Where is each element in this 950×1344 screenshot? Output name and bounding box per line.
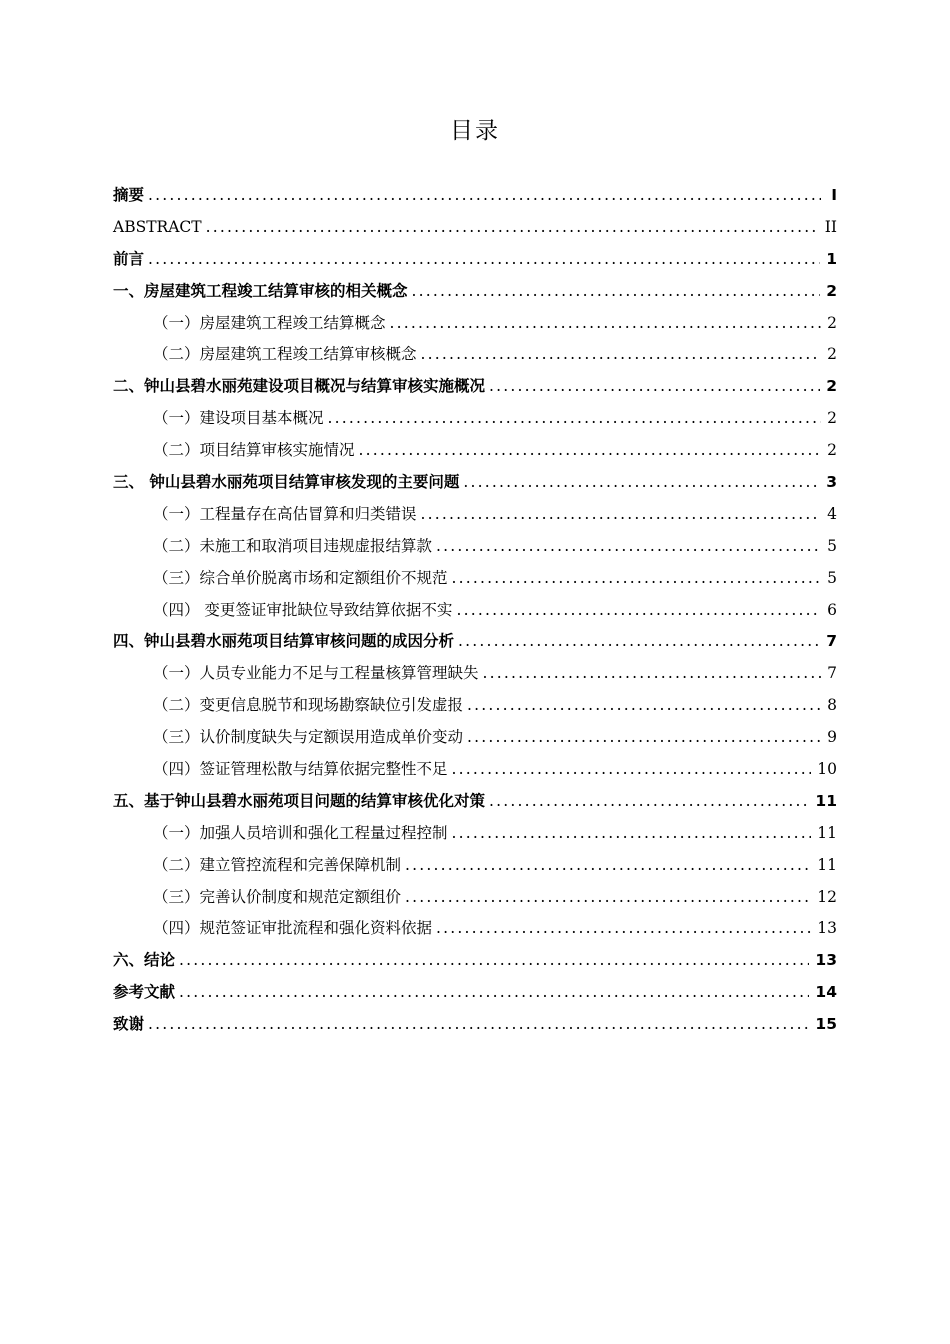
toc-leader-dots [452, 563, 821, 595]
toc-entry-page-number: 2 [827, 345, 837, 364]
toc-entry-page-number: 7 [827, 664, 837, 683]
toc-entry-page-number: 4 [827, 504, 837, 523]
toc-leader-dots [148, 244, 820, 276]
toc-entry[interactable] [113, 626, 837, 658]
toc-entry-page-number: 5 [827, 568, 837, 587]
toc-leader-dots [436, 913, 811, 945]
toc-entry[interactable] [113, 754, 837, 786]
toc-entry-label: 摘要 [113, 186, 145, 204]
toc-entry[interactable] [113, 882, 837, 914]
toc-entry-label: ABSTRACT [113, 217, 202, 236]
toc-entry-label: （四） 变更签证审批缺位导致结算依据不实 [153, 600, 453, 619]
toc-entry-page-number: 10 [817, 760, 837, 779]
toc-entry-page-number: 2 [827, 409, 837, 428]
toc-leader-dots [405, 850, 811, 882]
toc-leader-dots [179, 945, 809, 977]
toc-entry-page-number: 6 [827, 600, 837, 619]
toc-entry[interactable] [113, 499, 837, 531]
toc-leader-dots [452, 818, 812, 850]
toc-leader-dots [458, 626, 820, 658]
toc-leader-dots [421, 339, 821, 371]
toc-entry-label: 参考文献 [113, 983, 176, 1002]
toc-entry-page-number: 7 [826, 632, 837, 651]
toc-leader-dots [359, 435, 821, 467]
toc-entry[interactable] [113, 212, 837, 244]
toc-entry-page-number: 13 [817, 919, 837, 938]
toc-entry[interactable] [113, 1009, 837, 1041]
toc-entry-label: （二）变更信息脱节和现场勘察缺位引发虚报 [153, 696, 464, 715]
toc-leader-dots [452, 754, 812, 786]
toc-leader-dots [405, 882, 811, 914]
toc-entry-page-number: 2 [827, 313, 837, 332]
toc-entry-label: （三）完善认价制度和规范定额组价 [153, 887, 402, 906]
toc-entry[interactable] [113, 371, 837, 403]
toc-leader-dots [412, 276, 821, 308]
toc-entry-page-number: 8 [827, 696, 837, 715]
toc-entry[interactable] [113, 722, 837, 754]
toc-leader-dots [463, 467, 820, 499]
toc-entry[interactable] [113, 658, 837, 690]
toc-leader-dots [328, 403, 821, 435]
toc-leader-dots [483, 658, 821, 690]
toc-entry-label: （四）规范签证审批流程和强化资料依据 [153, 919, 433, 938]
toc-leader-dots [467, 690, 821, 722]
toc-leader-dots [489, 371, 820, 403]
toc-entry[interactable] [113, 563, 837, 595]
toc-entry-label: （一）人员专业能力不足与工程量核算管理缺失 [153, 664, 479, 683]
toc-leader-dots [489, 786, 809, 818]
toc-entry[interactable] [113, 180, 837, 212]
toc-entry-page-number: 3 [826, 473, 837, 492]
toc-entry[interactable] [113, 945, 837, 977]
toc-entry[interactable] [113, 276, 837, 308]
toc-entry[interactable] [113, 435, 837, 467]
toc-entry-label: （一）建设项目基本概况 [153, 409, 324, 428]
toc-entry-page-number: I [831, 186, 837, 204]
toc-entry[interactable] [113, 913, 837, 945]
toc-entry-page-number: II [824, 217, 837, 236]
toc-entry[interactable] [113, 339, 837, 371]
toc-entry-page-number: 2 [826, 377, 837, 396]
toc-entry-label: （二）未施工和取消项目违规虚报结算款 [153, 536, 433, 555]
toc-entry[interactable] [113, 690, 837, 722]
toc-entry-label: （一）房屋建筑工程竣工结算概念 [153, 313, 386, 332]
toc-entry-page-number: 9 [827, 728, 837, 747]
toc-leader-dots [467, 722, 821, 754]
toc-entry-label: 一、房屋建筑工程竣工结算审核的相关概念 [113, 281, 408, 300]
toc-entry[interactable] [113, 403, 837, 435]
toc-entry-label: （一）加强人员培训和强化工程量过程控制 [153, 823, 448, 842]
toc-entry-label: 前言 [113, 249, 145, 268]
toc-entry-label: （二）项目结算审核实施情况 [153, 441, 355, 460]
toc-entry-page-number: 11 [815, 791, 837, 810]
toc-entry[interactable] [113, 595, 837, 627]
toc-entry[interactable] [113, 531, 837, 563]
toc-entry-page-number: 5 [827, 536, 837, 555]
toc-entry[interactable] [113, 308, 837, 340]
toc-leader-dots [390, 308, 821, 340]
toc-entry-label: 五、基于钟山县碧水丽苑项目问题的结算审核优化对策 [113, 791, 486, 810]
toc-entry-page-number: 13 [815, 951, 837, 970]
toc-leader-dots [421, 499, 821, 531]
toc-entry-page-number: 11 [817, 823, 837, 842]
toc-entry-page-number: 1 [826, 249, 837, 268]
toc-leader-dots [436, 531, 821, 563]
toc-leader-dots [456, 595, 821, 627]
toc-entry-page-number: 2 [827, 441, 837, 460]
toc-entry-label: （三）认价制度缺失与定额误用造成单价变动 [153, 728, 464, 747]
toc-entry-page-number: 11 [817, 855, 837, 874]
toc-entry-label: 三、 钟山县碧水丽苑项目结算审核发现的主要问题 [113, 473, 460, 492]
toc-leader-dots [148, 180, 821, 212]
toc-entry-label: 六、结论 [113, 951, 176, 970]
toc-entry[interactable] [113, 244, 837, 276]
toc-entry-label: （四）签证管理松散与结算依据完整性不足 [153, 760, 448, 779]
toc-entry[interactable] [113, 467, 837, 499]
toc-entry[interactable] [113, 850, 837, 882]
toc-entry-page-number: 15 [815, 1015, 837, 1034]
toc-entry-label: （二）房屋建筑工程竣工结算审核概念 [153, 345, 417, 364]
toc-entry-page-number: 12 [817, 887, 837, 906]
toc-leader-dots [206, 212, 819, 244]
table-of-contents [113, 180, 837, 1041]
toc-entry-label: 二、钟山县碧水丽苑建设项目概况与结算审核实施概况 [113, 377, 486, 396]
toc-entry-page-number: 2 [826, 281, 837, 300]
toc-entry[interactable] [113, 818, 837, 850]
toc-leader-dots [179, 977, 809, 1009]
toc-entry-page-number: 14 [815, 983, 837, 1002]
toc-leader-dots [148, 1009, 809, 1041]
toc-entry[interactable] [113, 977, 837, 1009]
toc-entry-label: 致谢 [113, 1015, 145, 1034]
toc-entry-label: （一）工程量存在高估冒算和归类错误 [153, 504, 417, 523]
toc-entry[interactable] [113, 786, 837, 818]
toc-entry-label: 四、钟山县碧水丽苑项目结算审核问题的成因分析 [113, 632, 455, 651]
page-title: 目录 [450, 118, 500, 144]
toc-entry-label: （二）建立管控流程和完善保障机制 [153, 855, 402, 874]
toc-entry-label: （三）综合单价脱离市场和定额组价不规范 [153, 568, 448, 587]
